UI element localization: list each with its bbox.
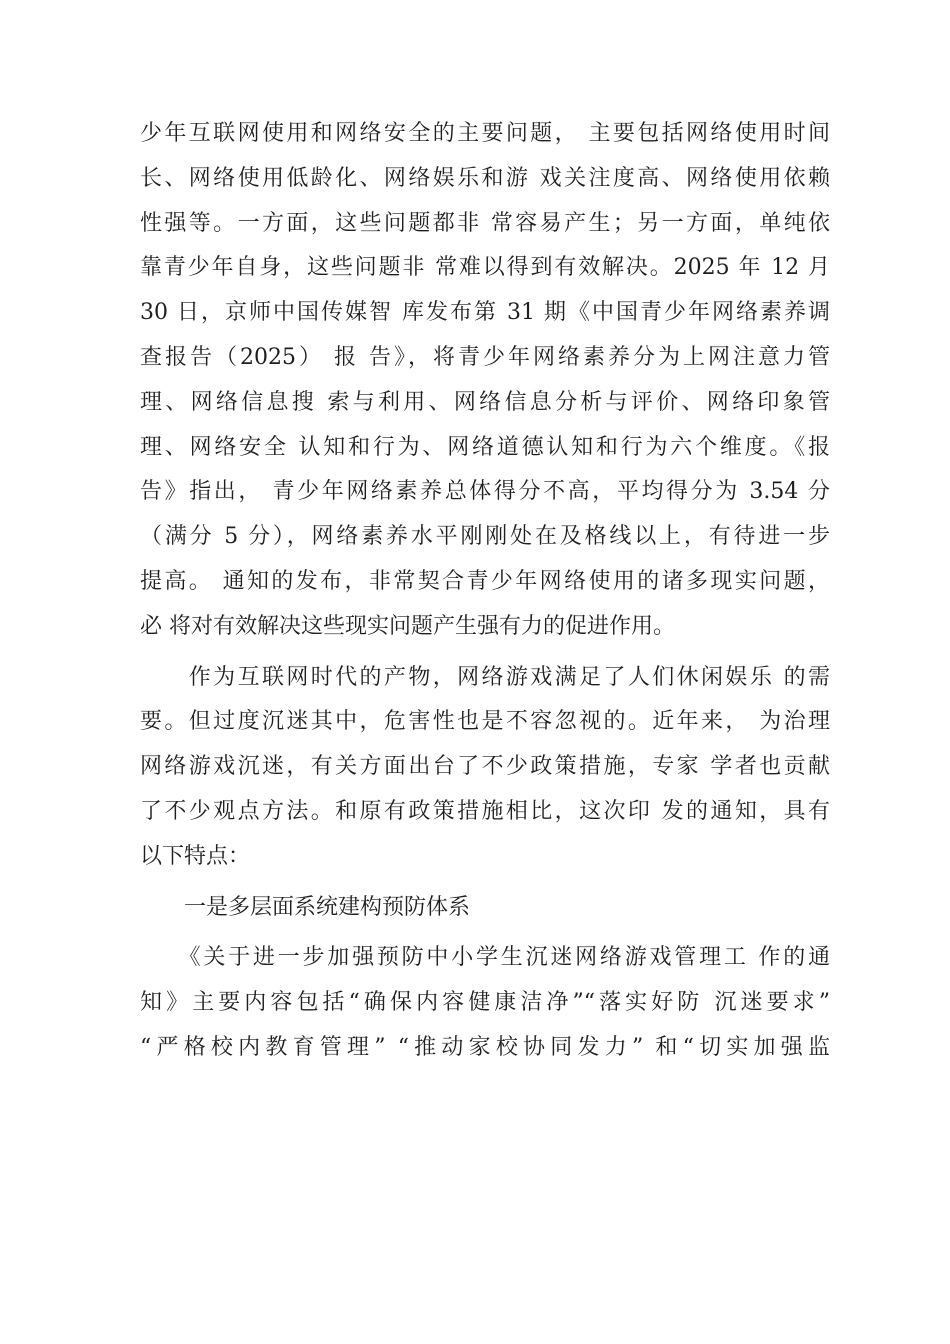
- section-heading: [140, 886, 830, 931]
- text-line: 30 日，京师中国传媒智 库发布第 31 期《中国青少年网络素养调: [140, 300, 830, 326]
- text-line: 理、网络安全 认知和行为、网络道德认知和行为六个维度。《报: [140, 434, 830, 460]
- text-line: 了不少观点方法。和原有政策措施相比，这次印 发的通知，具有: [140, 798, 830, 824]
- text-line: 网络游戏沉迷，有关方面出台了不少政策措施，专家 学者也贡献: [140, 754, 830, 780]
- text-line: 以下特点：: [140, 843, 251, 869]
- text-line: 长、网络使用低龄化、网络娱乐和游 戏关注度高、网络使用依赖: [140, 165, 830, 191]
- document-body: [140, 112, 830, 1071]
- text-line: 少年互联网使用和网络安全的主要问题， 主要包括网络使用时间: [140, 121, 830, 146]
- text-line: 要。但过度沉迷其中，危害性也是不容忽视的。近年来， 为治理: [140, 709, 830, 735]
- text-line: （满分 5 分），网络素养水平刚刚处在及格线以上，有待进一步: [140, 524, 830, 550]
- text-line: 知》主要内容包括“确保内容健康洁净”“落实好防 沉迷要求”: [140, 990, 830, 1016]
- text-line: 理、网络信息搜 索与利用、网络信息分析与评价、网络印象管: [140, 389, 830, 415]
- text-line: 必 将对有效解决这些现实问题产生强有力的促进作用。: [140, 613, 675, 639]
- text-line: 查报告（2025） 报 告》，将青少年网络素养分为上网注意力管: [140, 344, 830, 370]
- paragraph-survey-report: [140, 112, 830, 650]
- heading-line: 一是多层面系统建构预防体系: [140, 894, 471, 920]
- text-line: “严格校内教育管理” “推动家校协同发力” 和“切实加强监: [140, 1034, 830, 1060]
- text-line: 提高。 通知的发布，非常契合青少年网络使用的诸多现实问题，: [140, 568, 830, 594]
- text-line: 性强等。一方面，这些问题都非 常容易产生；另一方面，单纯依: [140, 210, 830, 236]
- paragraph-notice-content: [140, 936, 830, 1070]
- text-line: 《关于进一步加强预防中小学生沉迷网络游戏管理工 作的通: [140, 945, 830, 971]
- text-line: 靠青少年自身，这些问题非 常难以得到有效解决。2025 年 12 月: [140, 255, 830, 281]
- paragraph-online-games: [140, 656, 830, 880]
- text-line: 告》指出， 青少年网络素养总体得分不高，平均得分为 3.54 分: [140, 479, 830, 505]
- text-line: 作为互联网时代的产物，网络游戏满足了人们休闲娱乐 的需: [140, 664, 830, 690]
